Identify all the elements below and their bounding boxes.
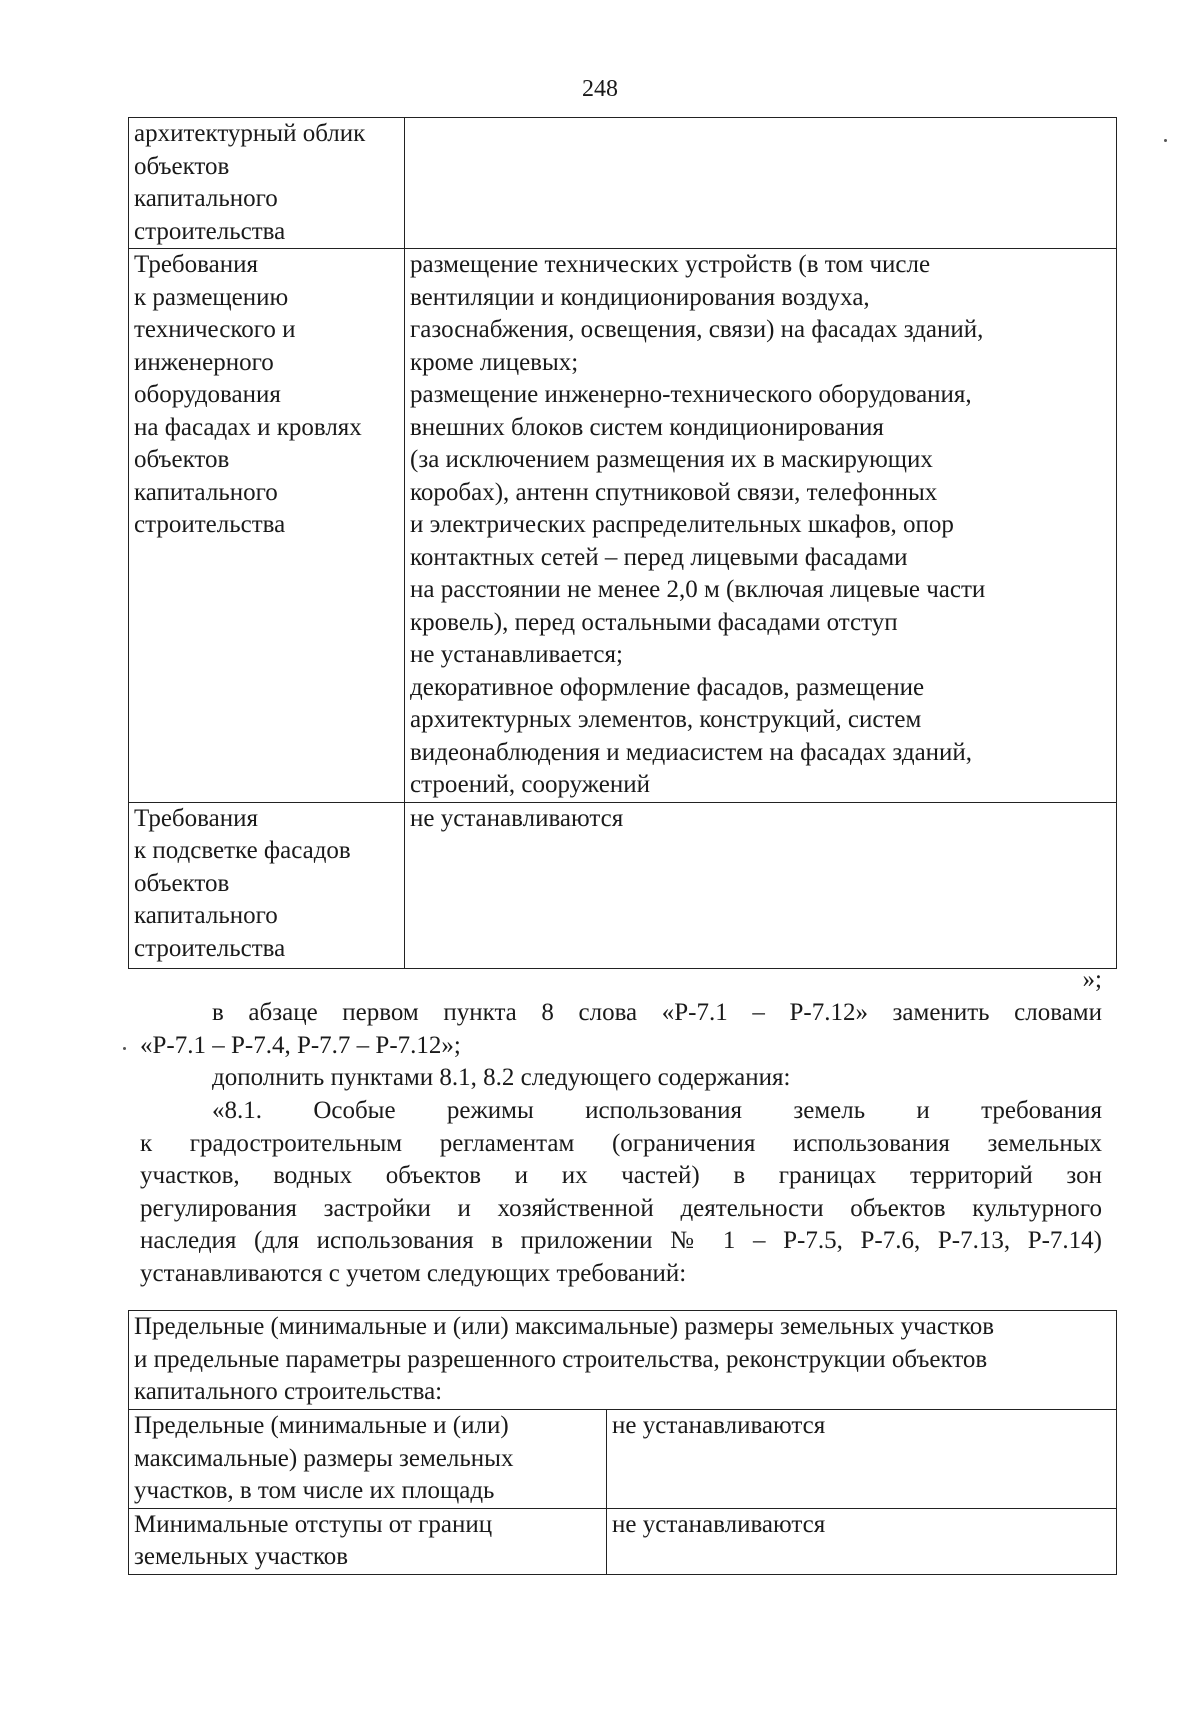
paragraph-line: «Р-7.1 – Р-7.4, Р-7.7 – Р-7.12»;: [140, 1031, 461, 1059]
table-cell-value: [405, 118, 1117, 249]
table-row: [129, 249, 1117, 803]
table-cell-label: Требования к подсветке фасадов объектов капитального строительства: [129, 802, 405, 968]
table-cell-label: Требования к размещению технического и инженерного оборудования на фасадах и кровлях объектов капитального строительства: [129, 249, 405, 803]
table-header-cell: Предельные (минимальные и (или) максимальные) размеры земельных участков и предельные параметры разрешенного строительства, реконструкции объектов капитального строительства:: [129, 1311, 1117, 1410]
paragraph-line: в абзаце первом пункта 8 слова «Р-7.1 – Р-7.12» заменить словами: [212, 999, 1102, 1026]
closing-quote: »;: [1082, 966, 1102, 993]
paragraph-point-8-1: [140, 1095, 1102, 1290]
parameters-table: [128, 1310, 1117, 1575]
table-cell-value: не устанавливаются: [607, 1508, 1117, 1574]
paragraph-line: «8.1. Особые режимы использования земель и требования: [212, 1097, 1102, 1124]
table-cell-label: архитектурный облик объектов капитального строительства: [129, 118, 405, 249]
requirements-table: [128, 117, 1117, 969]
table-cell-value: не устанавливаются: [405, 802, 1117, 968]
table-row: [129, 118, 1117, 249]
scan-artifact-dot: [1164, 139, 1167, 142]
table-header-row: [129, 1311, 1117, 1410]
table-row: [129, 1508, 1117, 1574]
table-cell-value: размещение технических устройств (в том числе вентиляции и кондиционирования воздуха, газоснабжения, освещения, связи) на фасадах зданий, кроме лицевых; размещение инженерно-технического оборудования, внешних блоков систем кондиционирования (за исключением размещения их в маскирующих коробах), антенн спутниковой связи, телефонных и электрических распределительных шкафов, опор контактных сетей – перед лицевыми фасадами на расстоянии не менее 2,0 м (включая лицевые части кровель), перед остальными фасадами отступ не устанавливается; декоративное оформление фасадов, размещение архитектурных элементов, конструкций, систем видеонаблюдения и медиасистем на фасадах зданий, строений, сооружений: [405, 249, 1117, 803]
table-cell-label: Предельные (минимальные и (или) максимальные) размеры земельных участков, в том числе их площадь: [129, 1410, 607, 1509]
page-number: 248: [582, 76, 618, 102]
paragraph-line: к градостроительным регламентам (ограничения использования земельных: [140, 1129, 1102, 1157]
table-row: [129, 802, 1117, 968]
table-row: [129, 1410, 1117, 1509]
table-cell-label: Минимальные отступы от границ земельных участков: [129, 1508, 607, 1574]
paragraph-amend-point-8: [140, 997, 1102, 1062]
paragraph-line: устанавливаются с учетом следующих требований:: [140, 1259, 687, 1287]
paragraph-line: наследия (для использования в приложении № 1 – Р-7.5, Р-7.6, Р-7.13, Р-7.14): [140, 1227, 1102, 1254]
paragraph-add-points: [140, 1062, 1102, 1095]
paragraph-line: участков, водных объектов и их частей) в границах территорий зон: [140, 1162, 1102, 1189]
paragraph-line: регулирования застройки и хозяйственной деятельности объектов культурного: [140, 1194, 1102, 1222]
paragraph-line: дополнить пунктами 8.1, 8.2 следующего содержания:: [212, 1064, 791, 1091]
table-cell-value: не устанавливаются: [607, 1410, 1117, 1509]
scan-artifact-dot: [123, 1047, 126, 1050]
